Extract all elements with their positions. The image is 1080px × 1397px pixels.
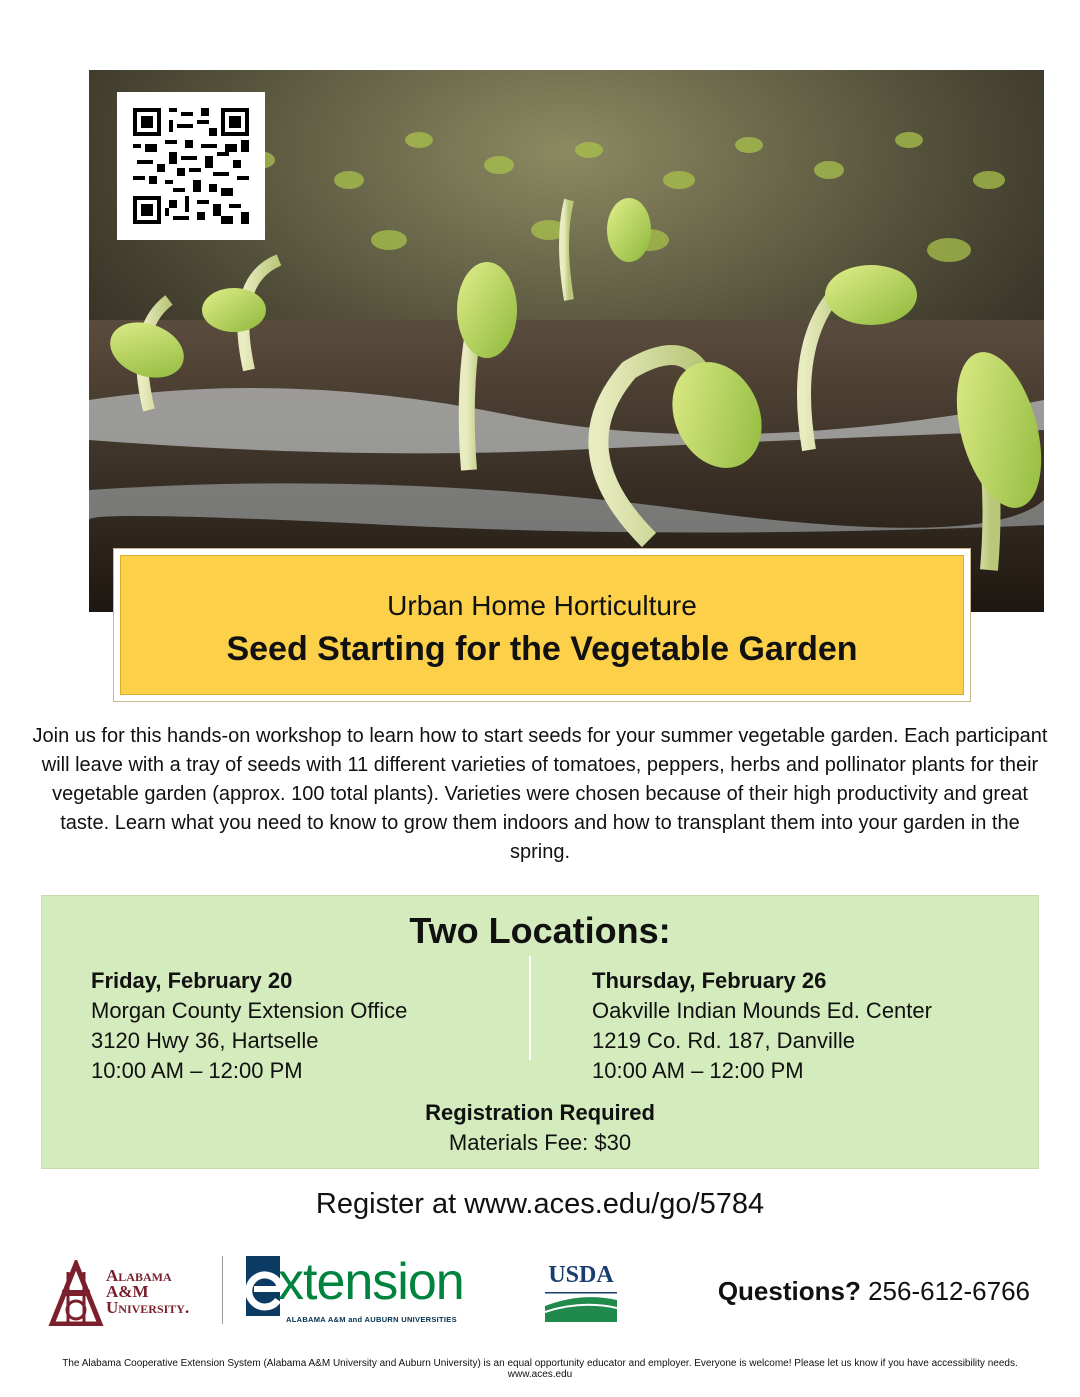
- questions-label: Questions?: [717, 1276, 861, 1306]
- aamu-seal-icon: [48, 1260, 104, 1326]
- aamu-line-1: Alabama: [106, 1266, 172, 1285]
- registration-required: Registration Required: [425, 1100, 655, 1125]
- logo-separator: [222, 1256, 223, 1324]
- questions-contact: [718, 1276, 1030, 1307]
- qr-code[interactable]: [117, 92, 265, 240]
- location-2-day: Thursday, February 26: [592, 968, 827, 993]
- location-2-time: 10:00 AM – 12:00 PM: [592, 1058, 804, 1083]
- questions-phone[interactable]: 256-612-6766: [868, 1276, 1030, 1306]
- location-1-time: 10:00 AM – 12:00 PM: [91, 1058, 303, 1083]
- locations-heading: Two Locations:: [409, 910, 671, 951]
- location-1-place: Morgan County Extension Office: [91, 998, 408, 1023]
- location-1-address: 3120 Hwy 36, Hartselle: [91, 1028, 319, 1053]
- usda-wordmark: USDA: [548, 1262, 614, 1288]
- location-1-day: Friday, February 20: [91, 968, 293, 993]
- locations-divider: [529, 956, 531, 1060]
- workshop-title: Seed Starting for the Vegetable Garden: [226, 630, 858, 668]
- materials-fee: Materials Fee: $30: [448, 1130, 632, 1155]
- location-2: [592, 966, 932, 1086]
- usda-logo-icon: [545, 1266, 617, 1322]
- locations-box: [41, 895, 1039, 1169]
- program-subtitle: Urban Home Horticulture: [387, 590, 697, 621]
- aamu-line-2: A&M: [106, 1282, 149, 1301]
- workshop-description: Join us for this hands-on workshop to learn how to start seeds for your summer vegetable garden. Each participant will leave with a tray of seeds with 11 different varieties of tomatoes, peppers, herbs and pollinator plants for their vegetable garden (approx. 100 total plants). Varieties were chosen because of their high productivity and great taste. Learn what you need to know to grow them indoors and how to transplant them into your garden in the spring.: [32, 725, 1048, 863]
- register-link[interactable]: Register at www.aces.edu/go/5784: [315, 1188, 765, 1220]
- extension-wordmark: xtension: [278, 1253, 464, 1311]
- location-2-place: Oakville Indian Mounds Ed. Center: [592, 998, 932, 1023]
- location-2-address: 1219 Co. Rd. 187, Danville: [592, 1028, 855, 1053]
- footer-disclaimer: The Alabama Cooperative Extension System (Alabama A&M University and Auburn University) is an equal opportunity educator and employer. Everyone is welcome! Please let us know if you have accessibility needs. www.aces.edu: [62, 1358, 1018, 1380]
- location-1: [91, 966, 407, 1086]
- title-banner: [113, 548, 971, 702]
- extension-subtitle: ALABAMA A&M and AUBURN UNIVERSITIES: [286, 1315, 457, 1324]
- title-banner-fill: [120, 555, 964, 695]
- aamu-wordmark: [106, 1268, 189, 1316]
- aamu-line-3: University.: [106, 1298, 190, 1317]
